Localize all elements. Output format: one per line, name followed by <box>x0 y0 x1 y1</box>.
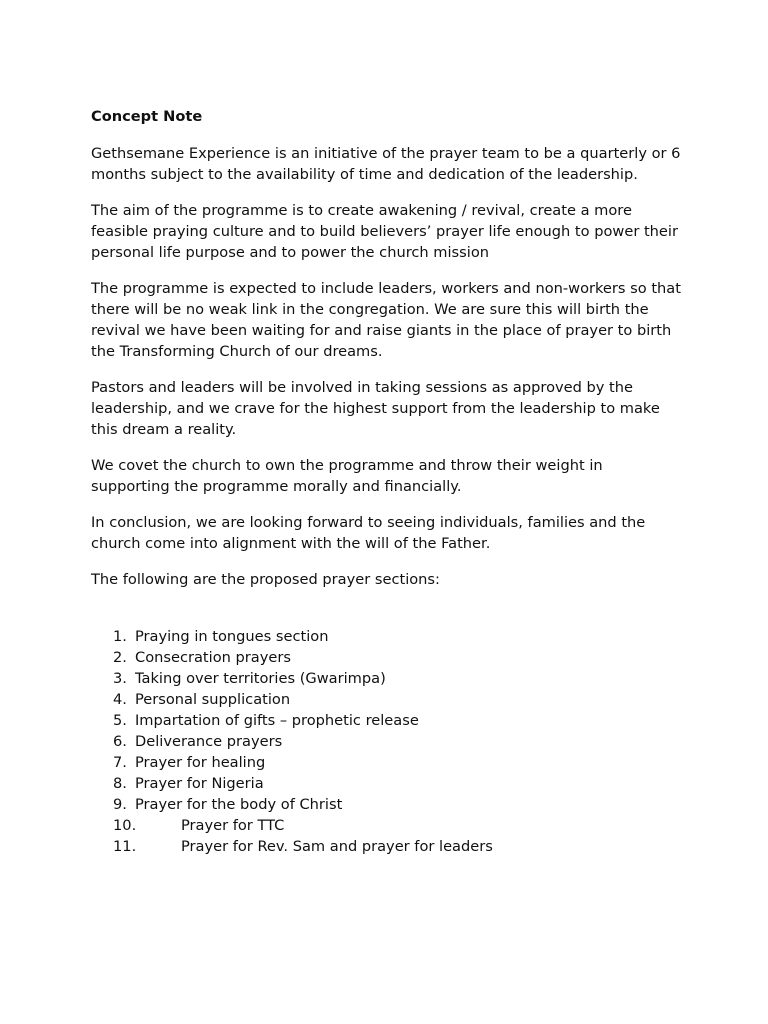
list-item <box>91 731 681 752</box>
list-item-label: Prayer for healing <box>135 754 266 771</box>
list-item-label: Consecration prayers <box>135 649 291 666</box>
list-item-number: 6. <box>113 733 127 750</box>
list-item-label: Prayer for TTC <box>181 817 285 834</box>
list-item <box>91 836 681 857</box>
paragraph-conclusion: In conclusion, we are looking forward to seeing individuals, families and the church come into alignment with the will of the Father. <box>91 514 646 552</box>
list-item-label: Praying in tongues section <box>135 628 329 645</box>
list-item <box>91 752 681 773</box>
list-item <box>91 647 681 668</box>
list-item-label: Taking over territories (Gwarimpa) <box>135 670 386 687</box>
list-item-label: Deliverance prayers <box>135 733 283 750</box>
list-item-number: 2. <box>113 649 127 666</box>
list-item-number: 3. <box>113 670 127 687</box>
list-item <box>91 626 681 647</box>
list-item-number: 1. <box>113 628 127 645</box>
list-item <box>91 773 681 794</box>
list-item <box>91 815 681 836</box>
list-item-label: Prayer for Rev. Sam and prayer for leaders <box>181 838 493 855</box>
list-item <box>91 689 681 710</box>
list-item <box>91 668 681 689</box>
list-item-number: 4. <box>113 691 127 708</box>
paragraph-participants: The programme is expected to include leaders, workers and non-workers so that there will be no weak link in the congregation. We are sure this will birth the revival we have been waiting for and raise giants in the place of prayer to birth the Transforming Church of our dreams. <box>91 280 681 360</box>
list-item-number: 9. <box>113 796 127 813</box>
paragraph-aim: The aim of the programme is to create awakening / revival, create a more feasible praying culture and to build believers’ prayer life enough to power their personal life purpose and to power the church mission <box>91 202 678 261</box>
list-item-number: 7. <box>113 754 127 771</box>
list-item <box>91 794 681 815</box>
paragraph-leaders: Pastors and leaders will be involved in taking sessions as approved by the leadership, and we crave for the highest support from the leadership to make this dream a reality. <box>91 379 660 438</box>
list-item-label: Personal supplication <box>135 691 291 708</box>
list-item-label: Prayer for the body of Christ <box>135 796 343 813</box>
list-item-label: Impartation of gifts – prophetic release <box>135 712 419 729</box>
list-item-number: 11. <box>113 838 137 855</box>
list-item-number: 5. <box>113 712 127 729</box>
prayer-sections-list <box>91 626 681 857</box>
list-item-label: Prayer for Nigeria <box>135 775 264 792</box>
list-intro: The following are the proposed prayer sections: <box>91 571 440 588</box>
paragraph-intro: Gethsemane Experience is an initiative of the prayer team to be a quarterly or 6 months subject to the availability of time and dedication of the leadership. <box>91 145 681 183</box>
paragraph-support: We covet the church to own the programme and throw their weight in supporting the programme morally and financially. <box>91 457 603 495</box>
list-item-number: 10. <box>113 817 137 834</box>
list-item-number: 8. <box>113 775 127 792</box>
list-item <box>91 710 681 731</box>
document-title: Concept Note <box>91 108 203 125</box>
document-body <box>91 106 681 857</box>
